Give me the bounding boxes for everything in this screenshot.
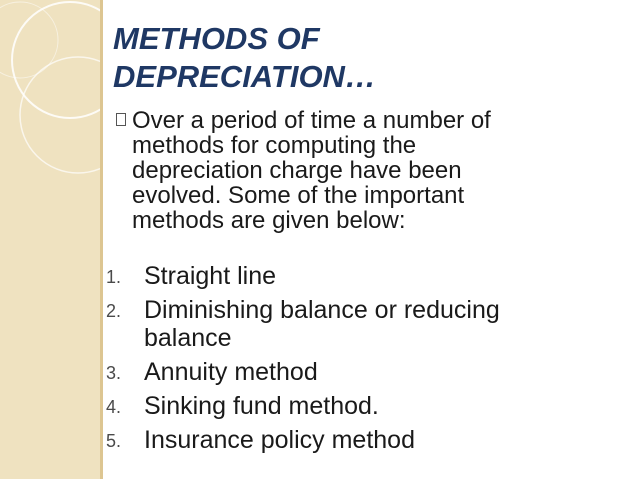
list-item <box>106 358 576 386</box>
bullet-box-icon <box>116 113 126 126</box>
slide-title <box>113 20 583 96</box>
methods-list <box>106 262 576 460</box>
intro-paragraph <box>112 108 582 233</box>
list-item-number: 5. <box>106 431 122 451</box>
list-item-text <box>144 296 576 352</box>
list-item-line: Straight line <box>144 262 277 290</box>
decorative-arcs-graphic <box>0 0 100 479</box>
list-item-number: 2. <box>106 301 122 321</box>
list-item-number: 3. <box>106 363 122 383</box>
title-line-2: DEPRECIATION… <box>113 59 376 94</box>
intro-line: Over a period of time a number of <box>132 107 491 134</box>
list-item-text <box>144 358 576 386</box>
list-item-line: Sinking fund method. <box>144 392 379 420</box>
title-line-1: METHODS OF <box>113 21 320 56</box>
list-item <box>106 392 576 420</box>
list-item-number: 1. <box>106 267 122 287</box>
decorative-side-panel <box>0 0 100 479</box>
intro-line: depreciation charge have been <box>132 157 462 184</box>
intro-line: methods are given below: <box>132 207 406 234</box>
list-item-line: Annuity method <box>144 358 318 386</box>
list-item-number: 4. <box>106 397 122 417</box>
list-item-line: Diminishing balance or reducing <box>144 296 500 324</box>
list-item-text <box>144 426 576 454</box>
list-item-text <box>144 262 576 290</box>
list-item-text <box>144 392 576 420</box>
list-item <box>106 296 576 352</box>
list-item <box>106 262 576 290</box>
list-item-line: balance <box>144 324 232 352</box>
intro-line: evolved. Some of the important <box>132 182 465 209</box>
intro-line: methods for computing the <box>132 132 417 159</box>
side-divider <box>100 0 103 479</box>
list-item-line: Insurance policy method <box>144 426 415 454</box>
list-item <box>106 426 576 454</box>
